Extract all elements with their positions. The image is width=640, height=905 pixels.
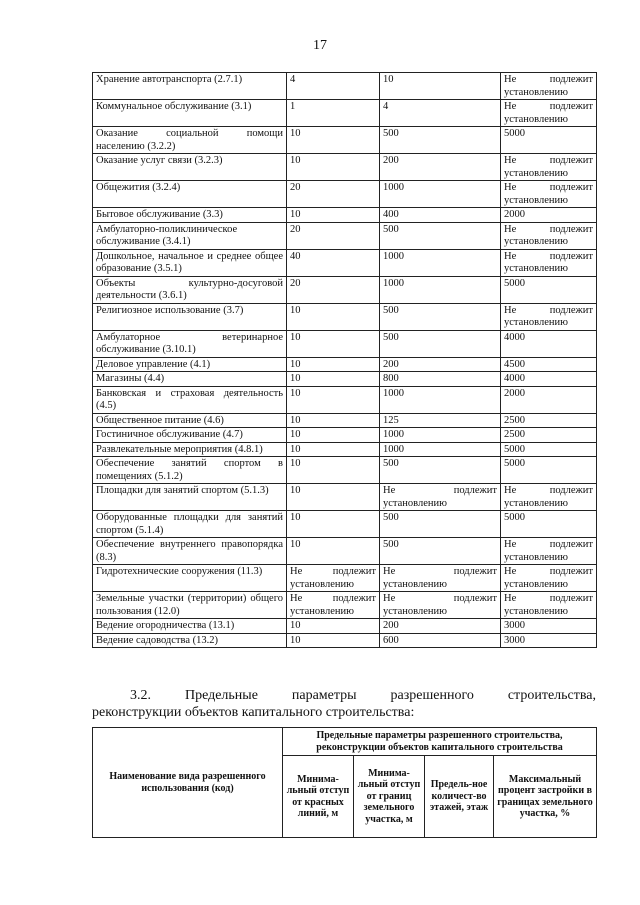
cell-third-value: Не подлежит установлению [501, 222, 597, 249]
table-row [93, 538, 597, 565]
cell-third-value: Не подлежит установлению [501, 100, 597, 127]
cell-name: Объекты культурно-досуговой деятельности (3.6.1) [93, 276, 287, 303]
cell-name: Гидротехнические сооружения (11.3) [93, 565, 287, 592]
cell-name: Оборудованные площадки для занятий спортом (5.1.4) [93, 511, 287, 538]
cell-max-area: 500 [380, 330, 501, 357]
parameters-table [92, 727, 597, 838]
cell-third-value: Не подлежит установлению [501, 538, 597, 565]
cell-max-area: 600 [380, 633, 501, 648]
cell-max-area: 1000 [380, 249, 501, 276]
cell-max-area: 125 [380, 413, 501, 428]
cell-name: Ведение садоводства (13.2) [93, 633, 287, 648]
table-row [93, 357, 597, 372]
page-number: 17 [313, 38, 327, 53]
cell-max-area: 1000 [380, 386, 501, 413]
cell-min-area: 10 [287, 208, 380, 223]
cell-name: Магазины (4.4) [93, 372, 287, 387]
cell-min-area: 10 [287, 154, 380, 181]
cell-name: Деловое управление (4.1) [93, 357, 287, 372]
cell-max-area: 10 [380, 73, 501, 100]
cell-max-area: 500 [380, 303, 501, 330]
table-row [93, 633, 597, 648]
table-row [93, 442, 597, 457]
cell-max-area: 400 [380, 208, 501, 223]
table-row [93, 457, 597, 484]
cell-third-value: 5000 [501, 127, 597, 154]
cell-min-area: Не подлежит установлению [287, 592, 380, 619]
cell-min-area: 10 [287, 303, 380, 330]
clause-3-2 [92, 687, 596, 721]
table-row [93, 511, 597, 538]
cell-min-area: 10 [287, 127, 380, 154]
cell-third-value: 3000 [501, 619, 597, 634]
cell-min-area: 10 [287, 538, 380, 565]
cell-max-area: 500 [380, 127, 501, 154]
cell-min-area: 4 [287, 73, 380, 100]
cell-third-value: 5000 [501, 442, 597, 457]
cell-third-value: Не подлежит установлению [501, 181, 597, 208]
clause-line-2: реконструкции объектов капитального строительства: [92, 705, 415, 720]
cell-max-area: 4 [380, 100, 501, 127]
cell-max-area: 500 [380, 457, 501, 484]
cell-min-area: 10 [287, 457, 380, 484]
clause-word: разрешенного [390, 688, 474, 703]
cell-max-area: 200 [380, 357, 501, 372]
cell-name: Обеспечение внутреннего правопорядка (8.3) [93, 538, 287, 565]
sub-header-floors: Предель-ное количест-во этажей, этаж [425, 756, 494, 838]
cell-name: Общежития (3.2.4) [93, 181, 287, 208]
table-row [93, 73, 597, 100]
cell-max-area: 1000 [380, 442, 501, 457]
table-row [93, 276, 597, 303]
cell-name: Бытовое обслуживание (3.3) [93, 208, 287, 223]
cell-name: Оказание социальной помощи населению (3.2.2) [93, 127, 287, 154]
group-header: Предельные параметры разрешенного строительства, реконструкции объектов капитального строительства [283, 728, 597, 756]
sub-header-plot-borders: Минима-льный отступ от границ земельного участка, м [354, 756, 425, 838]
clause-word: строительства, [507, 688, 596, 703]
cell-third-value: 2500 [501, 428, 597, 443]
cell-name: Дошкольное, начальное и среднее общее образование (3.5.1) [93, 249, 287, 276]
table-row [93, 208, 597, 223]
table-row [93, 100, 597, 127]
cell-max-area: 1000 [380, 428, 501, 443]
cell-max-area: Не подлежит установлению [380, 484, 501, 511]
cell-min-area: 10 [287, 484, 380, 511]
cell-name: Общественное питание (4.6) [93, 413, 287, 428]
cell-third-value: 2000 [501, 208, 597, 223]
cell-min-area: 10 [287, 633, 380, 648]
land-use-table-body [93, 73, 597, 648]
cell-third-value: Не подлежит установлению [501, 73, 597, 100]
cell-min-area: 10 [287, 386, 380, 413]
cell-min-area: 10 [287, 619, 380, 634]
col-name-header: Наименование вида разрешенного использования (код) [93, 728, 283, 838]
cell-name: Земельные участки (территории) общего пользования (12.0) [93, 592, 287, 619]
cell-third-value: 3000 [501, 633, 597, 648]
sub-header-coverage: Максимальный процент застройки в границах земельного участка, % [494, 756, 597, 838]
clause-word: параметры [291, 688, 357, 703]
clause-word: Предельные [184, 688, 258, 703]
cell-min-area: Не подлежит установлению [287, 565, 380, 592]
cell-third-value: 4500 [501, 357, 597, 372]
table-row [93, 127, 597, 154]
cell-name: Развлекательные мероприятия (4.8.1) [93, 442, 287, 457]
cell-max-area: 200 [380, 154, 501, 181]
cell-min-area: 10 [287, 372, 380, 387]
cell-max-area: 500 [380, 511, 501, 538]
cell-name: Обеспечение занятий спортом в помещениях (5.1.2) [93, 457, 287, 484]
cell-min-area: 10 [287, 357, 380, 372]
clause-line-1 [92, 687, 596, 704]
cell-name: Площадки для занятий спортом (5.1.3) [93, 484, 287, 511]
cell-name: Коммунальное обслуживание (3.1) [93, 100, 287, 127]
cell-third-value: Не подлежит установлению [501, 592, 597, 619]
cell-third-value: 5000 [501, 457, 597, 484]
cell-min-area: 20 [287, 222, 380, 249]
cell-third-value: Не подлежит установлению [501, 565, 597, 592]
table-row [93, 592, 597, 619]
cell-max-area: 500 [380, 538, 501, 565]
cell-third-value: Не подлежит установлению [501, 484, 597, 511]
cell-max-area: Не подлежит установлению [380, 565, 501, 592]
table-row [93, 619, 597, 634]
cell-max-area: Не подлежит установлению [380, 592, 501, 619]
cell-min-area: 10 [287, 428, 380, 443]
cell-third-value: Не подлежит установлению [501, 249, 597, 276]
cell-min-area: 10 [287, 442, 380, 457]
cell-min-area: 40 [287, 249, 380, 276]
sub-header-red-lines: Минима-льный отступ от красных линий, м [283, 756, 354, 838]
cell-max-area: 1000 [380, 276, 501, 303]
cell-name: Ведение огородничества (13.1) [93, 619, 287, 634]
land-use-table [92, 72, 597, 648]
cell-min-area: 20 [287, 181, 380, 208]
table-row [93, 413, 597, 428]
table-row [93, 330, 597, 357]
cell-max-area: 1000 [380, 181, 501, 208]
table-row [93, 303, 597, 330]
cell-min-area: 10 [287, 330, 380, 357]
clause-number: 3.2. [130, 688, 151, 703]
cell-name: Амбулаторно-поликлиническое обслуживание (3.4.1) [93, 222, 287, 249]
cell-third-value: 4000 [501, 330, 597, 357]
cell-max-area: 500 [380, 222, 501, 249]
cell-min-area: 10 [287, 511, 380, 538]
cell-third-value: 5000 [501, 511, 597, 538]
table-row [93, 565, 597, 592]
table-row [93, 386, 597, 413]
cell-third-value: Не подлежит установлению [501, 154, 597, 181]
cell-name: Гостиничное обслуживание (4.7) [93, 428, 287, 443]
table-row [93, 249, 597, 276]
cell-third-value: 5000 [501, 276, 597, 303]
cell-name: Оказание услуг связи (3.2.3) [93, 154, 287, 181]
cell-name: Банковская и страховая деятельность (4.5) [93, 386, 287, 413]
cell-max-area: 200 [380, 619, 501, 634]
table-row [93, 222, 597, 249]
cell-third-value: 2000 [501, 386, 597, 413]
cell-min-area: 1 [287, 100, 380, 127]
cell-name: Хранение автотранспорта (2.7.1) [93, 73, 287, 100]
cell-name: Религиозное использование (3.7) [93, 303, 287, 330]
table-row [93, 484, 597, 511]
cell-third-value: Не подлежит установлению [501, 303, 597, 330]
table-row [93, 372, 597, 387]
table-row [93, 428, 597, 443]
cell-third-value: 4000 [501, 372, 597, 387]
cell-max-area: 800 [380, 372, 501, 387]
cell-name: Амбулаторное ветеринарное обслуживание (3.10.1) [93, 330, 287, 357]
cell-min-area: 10 [287, 413, 380, 428]
cell-min-area: 20 [287, 276, 380, 303]
table-row [93, 181, 597, 208]
table-row [93, 154, 597, 181]
cell-third-value: 2500 [501, 413, 597, 428]
